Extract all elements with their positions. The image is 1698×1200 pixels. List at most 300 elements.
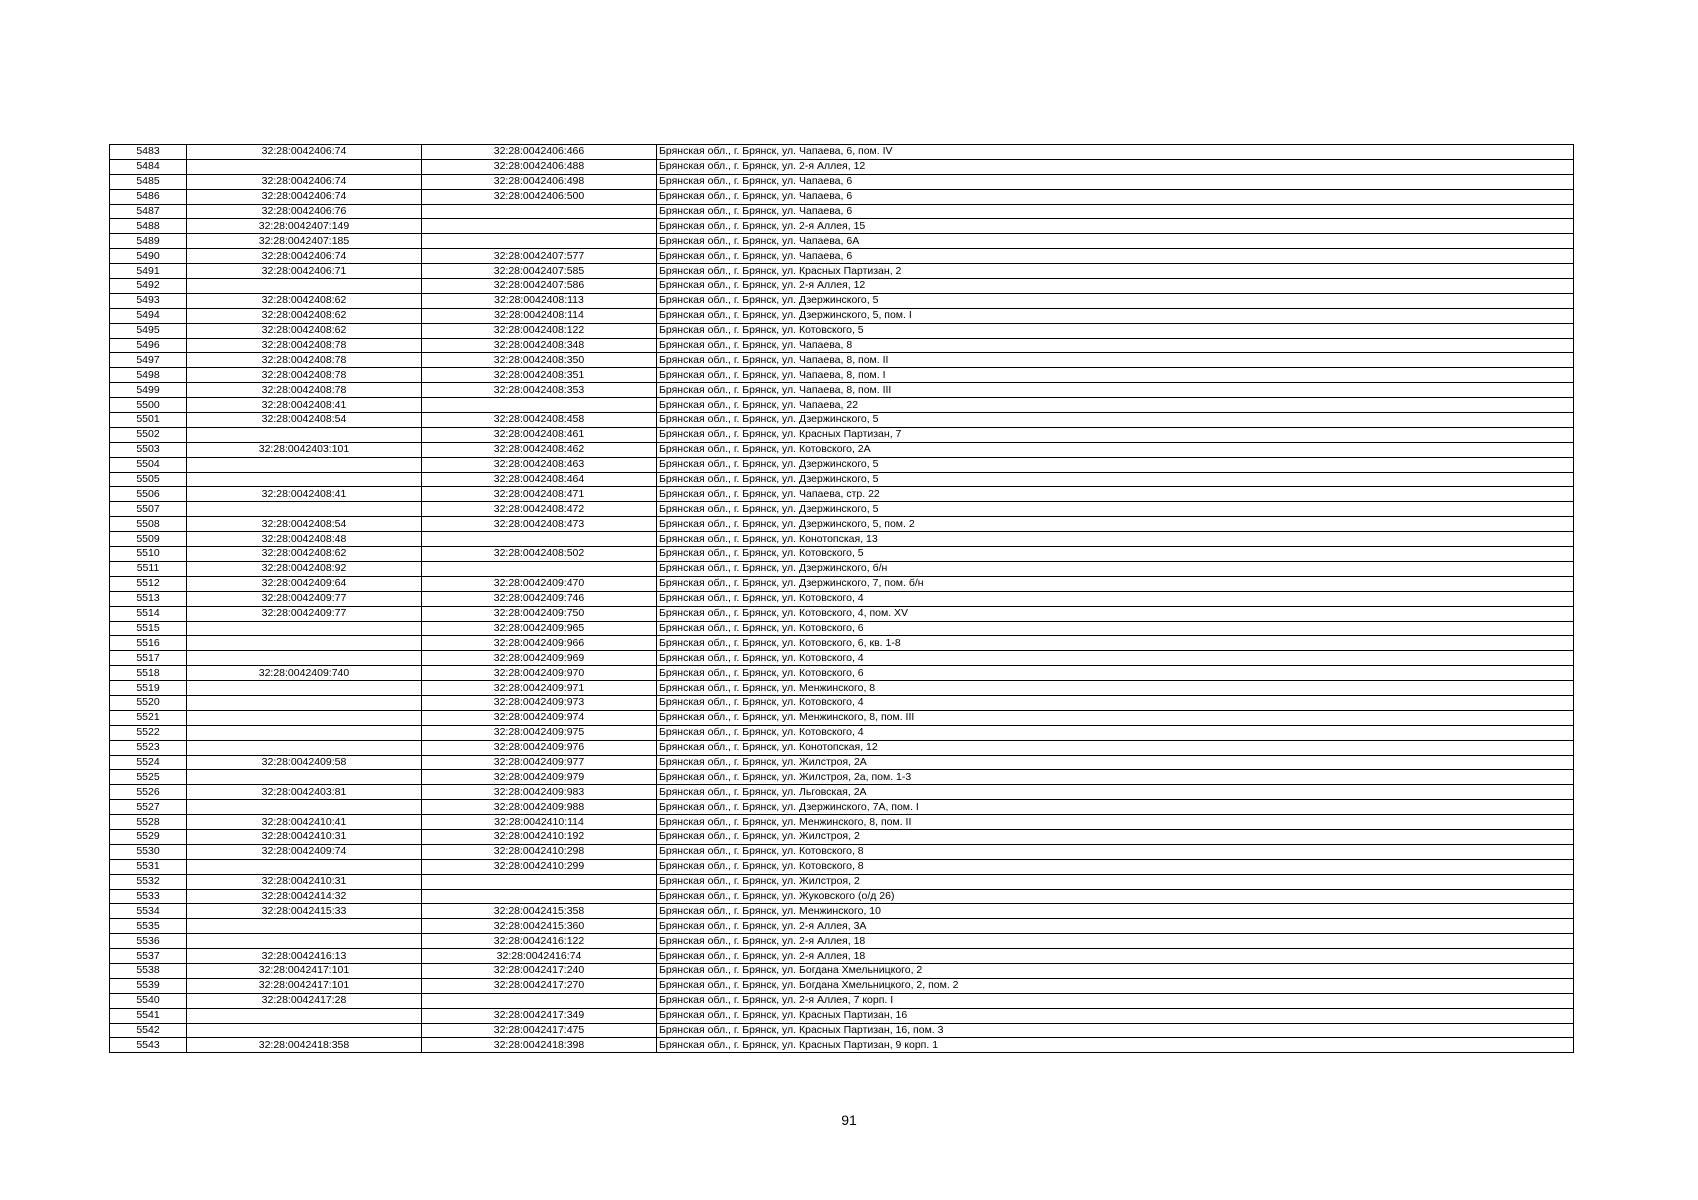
cadastral-number-cell: 32:28:0042410:41 <box>187 815 422 830</box>
object-cadastral-number-cell: 32:28:0042406:500 <box>422 189 657 204</box>
row-number-cell: 5542 <box>110 1023 187 1038</box>
table-row <box>110 800 1574 815</box>
address-cell: Брянская обл., г. Брянск, ул. Жуковского (о/д 26) <box>657 889 1574 904</box>
row-number-cell: 5516 <box>110 636 187 651</box>
cadastral-number-cell <box>187 1008 422 1023</box>
row-number-cell: 5525 <box>110 770 187 785</box>
table-row <box>110 606 1574 621</box>
table-row <box>110 323 1574 338</box>
table-row <box>110 949 1574 964</box>
table-row <box>110 383 1574 398</box>
row-number-cell: 5492 <box>110 279 187 294</box>
object-cadastral-number-cell <box>422 993 657 1008</box>
row-number-cell: 5513 <box>110 591 187 606</box>
cadastral-number-cell: 32:28:0042409:77 <box>187 606 422 621</box>
object-cadastral-number-cell: 32:28:0042408:351 <box>422 368 657 383</box>
address-cell: Брянская обл., г. Брянск, ул. Красных Партизан, 16 <box>657 1008 1574 1023</box>
address-cell: Брянская обл., г. Брянск, ул. Жилстроя, 2А <box>657 755 1574 770</box>
address-cell: Брянская обл., г. Брянск, ул. Дзержинского, 5, пом. I <box>657 308 1574 323</box>
object-cadastral-number-cell: 32:28:0042407:577 <box>422 249 657 264</box>
object-cadastral-number-cell <box>422 532 657 547</box>
row-number-cell: 5519 <box>110 681 187 696</box>
table-row <box>110 651 1574 666</box>
table-row <box>110 904 1574 919</box>
address-cell: Брянская обл., г. Брянск, ул. Чапаева, 6 <box>657 174 1574 189</box>
object-cadastral-number-cell: 32:28:0042408:114 <box>422 308 657 323</box>
address-cell: Брянская обл., г. Брянск, ул. Дзержинского, 5 <box>657 472 1574 487</box>
address-cell: Брянская обл., г. Брянск, ул. Чапаева, 6 <box>657 189 1574 204</box>
address-cell: Брянская обл., г. Брянск, ул. 2-я Аллея, 15 <box>657 219 1574 234</box>
object-cadastral-number-cell <box>422 561 657 576</box>
table-row <box>110 159 1574 174</box>
table-row <box>110 487 1574 502</box>
object-cadastral-number-cell: 32:28:0042408:348 <box>422 338 657 353</box>
row-number-cell: 5537 <box>110 949 187 964</box>
address-cell: Брянская обл., г. Брянск, ул. Котовского, 4 <box>657 725 1574 740</box>
row-number-cell: 5523 <box>110 740 187 755</box>
cadastral-number-cell: 32:28:0042417:28 <box>187 993 422 1008</box>
row-number-cell: 5504 <box>110 457 187 472</box>
table-row <box>110 919 1574 934</box>
object-cadastral-number-cell: 32:28:0042408:462 <box>422 442 657 457</box>
table-row <box>110 174 1574 189</box>
table-row <box>110 934 1574 949</box>
object-cadastral-number-cell: 32:28:0042409:979 <box>422 770 657 785</box>
cadastral-number-cell: 32:28:0042406:71 <box>187 264 422 279</box>
table-row <box>110 547 1574 562</box>
row-number-cell: 5495 <box>110 323 187 338</box>
table-row <box>110 517 1574 532</box>
row-number-cell: 5494 <box>110 308 187 323</box>
object-cadastral-number-cell: 32:28:0042417:240 <box>422 963 657 978</box>
row-number-cell: 5536 <box>110 934 187 949</box>
cadastral-number-cell <box>187 800 422 815</box>
object-cadastral-number-cell: 32:28:0042410:299 <box>422 859 657 874</box>
object-cadastral-number-cell: 32:28:0042408:473 <box>422 517 657 532</box>
row-number-cell: 5507 <box>110 502 187 517</box>
table-row <box>110 472 1574 487</box>
table-row <box>110 1008 1574 1023</box>
cadastral-number-cell <box>187 859 422 874</box>
row-number-cell: 5508 <box>110 517 187 532</box>
row-number-cell: 5538 <box>110 963 187 978</box>
address-cell: Брянская обл., г. Брянск, ул. Чапаева, 6 <box>657 249 1574 264</box>
address-cell: Брянская обл., г. Брянск, ул. Льговская, 2А <box>657 785 1574 800</box>
object-cadastral-number-cell: 32:28:0042409:976 <box>422 740 657 755</box>
cadastral-number-cell: 32:28:0042406:74 <box>187 174 422 189</box>
cadastral-number-cell <box>187 695 422 710</box>
cadastral-number-cell: 32:28:0042409:64 <box>187 576 422 591</box>
address-cell: Брянская обл., г. Брянск, ул. Котовского, 6 <box>657 666 1574 681</box>
row-number-cell: 5499 <box>110 383 187 398</box>
cadastral-number-cell: 32:28:0042410:31 <box>187 874 422 889</box>
table-row <box>110 755 1574 770</box>
address-cell: Брянская обл., г. Брянск, ул. 2-я Аллея, 12 <box>657 279 1574 294</box>
row-number-cell: 5496 <box>110 338 187 353</box>
cadastral-number-cell: 32:28:0042408:92 <box>187 561 422 576</box>
address-cell: Брянская обл., г. Брянск, ул. Котовского, 8 <box>657 844 1574 859</box>
row-number-cell: 5515 <box>110 621 187 636</box>
address-cell: Брянская обл., г. Брянск, ул. Котовского, 4 <box>657 651 1574 666</box>
row-number-cell: 5531 <box>110 859 187 874</box>
address-cell: Брянская обл., г. Брянск, ул. Чапаева, 8 <box>657 338 1574 353</box>
cadastral-number-cell <box>187 740 422 755</box>
object-cadastral-number-cell: 32:28:0042407:585 <box>422 264 657 279</box>
address-cell: Брянская обл., г. Брянск, ул. Жилстроя, 2а, пом. 1-3 <box>657 770 1574 785</box>
table-row <box>110 785 1574 800</box>
cadastral-number-cell: 32:28:0042408:62 <box>187 547 422 562</box>
object-cadastral-number-cell: 32:28:0042409:977 <box>422 755 657 770</box>
table-row <box>110 219 1574 234</box>
cadastral-number-cell <box>187 621 422 636</box>
cadastral-number-cell: 32:28:0042408:41 <box>187 487 422 502</box>
address-cell: Брянская обл., г. Брянск, ул. Дзержинского, 5 <box>657 293 1574 308</box>
object-cadastral-number-cell: 32:28:0042417:349 <box>422 1008 657 1023</box>
object-cadastral-number-cell: 32:28:0042409:965 <box>422 621 657 636</box>
row-number-cell: 5527 <box>110 800 187 815</box>
cadastral-number-cell <box>187 710 422 725</box>
table-row <box>110 145 1574 160</box>
cadastral-number-cell <box>187 159 422 174</box>
cadastral-number-cell: 32:28:0042403:81 <box>187 785 422 800</box>
object-cadastral-number-cell <box>422 234 657 249</box>
row-number-cell: 5540 <box>110 993 187 1008</box>
row-number-cell: 5539 <box>110 978 187 993</box>
object-cadastral-number-cell <box>422 219 657 234</box>
cadastral-number-cell: 32:28:0042406:76 <box>187 204 422 219</box>
property-table <box>109 144 1574 1053</box>
object-cadastral-number-cell: 32:28:0042408:464 <box>422 472 657 487</box>
row-number-cell: 5529 <box>110 829 187 844</box>
row-number-cell: 5502 <box>110 427 187 442</box>
table-row <box>110 666 1574 681</box>
row-number-cell: 5521 <box>110 710 187 725</box>
address-cell: Брянская обл., г. Брянск, ул. Менжинского, 10 <box>657 904 1574 919</box>
address-cell: Брянская обл., г. Брянск, ул. 2-я Аллея, 3А <box>657 919 1574 934</box>
row-number-cell: 5511 <box>110 561 187 576</box>
address-cell: Брянская обл., г. Брянск, ул. Котовского, 4 <box>657 591 1574 606</box>
row-number-cell: 5487 <box>110 204 187 219</box>
object-cadastral-number-cell: 32:28:0042417:270 <box>422 978 657 993</box>
table-row <box>110 725 1574 740</box>
row-number-cell: 5510 <box>110 547 187 562</box>
table-row <box>110 993 1574 1008</box>
cadastral-number-cell: 32:28:0042409:740 <box>187 666 422 681</box>
row-number-cell: 5498 <box>110 368 187 383</box>
table-row <box>110 681 1574 696</box>
row-number-cell: 5500 <box>110 398 187 413</box>
address-cell: Брянская обл., г. Брянск, ул. Красных Партизан, 2 <box>657 264 1574 279</box>
object-cadastral-number-cell: 32:28:0042409:974 <box>422 710 657 725</box>
cadastral-number-cell: 32:28:0042408:41 <box>187 398 422 413</box>
row-number-cell: 5532 <box>110 874 187 889</box>
cadastral-number-cell: 32:28:0042408:78 <box>187 383 422 398</box>
address-cell: Брянская обл., г. Брянск, ул. Менжинского, 8, пом. II <box>657 815 1574 830</box>
table-row <box>110 234 1574 249</box>
cadastral-number-cell: 32:28:0042415:33 <box>187 904 422 919</box>
table-row <box>110 591 1574 606</box>
table-row <box>110 189 1574 204</box>
object-cadastral-number-cell: 32:28:0042410:192 <box>422 829 657 844</box>
object-cadastral-number-cell: 32:28:0042406:498 <box>422 174 657 189</box>
cadastral-number-cell <box>187 934 422 949</box>
address-cell: Брянская обл., г. Брянск, ул. 2-я Аллея, 12 <box>657 159 1574 174</box>
address-cell: Брянская обл., г. Брянск, ул. Котовского, 5 <box>657 323 1574 338</box>
table-row <box>110 532 1574 547</box>
address-cell: Брянская обл., г. Брянск, ул. 2-я Аллея, 18 <box>657 949 1574 964</box>
row-number-cell: 5512 <box>110 576 187 591</box>
address-cell: Брянская обл., г. Брянск, ул. Котовского, 5 <box>657 547 1574 562</box>
cadastral-number-cell <box>187 919 422 934</box>
object-cadastral-number-cell: 32:28:0042409:973 <box>422 695 657 710</box>
address-cell: Брянская обл., г. Брянск, ул. Жилстроя, 2 <box>657 829 1574 844</box>
row-number-cell: 5497 <box>110 353 187 368</box>
table-row <box>110 204 1574 219</box>
table-row <box>110 427 1574 442</box>
object-cadastral-number-cell: 32:28:0042416:74 <box>422 949 657 964</box>
object-cadastral-number-cell: 32:28:0042415:360 <box>422 919 657 934</box>
cadastral-number-cell <box>187 770 422 785</box>
object-cadastral-number-cell: 32:28:0042416:122 <box>422 934 657 949</box>
cadastral-number-cell: 32:28:0042408:54 <box>187 517 422 532</box>
table-row <box>110 279 1574 294</box>
table-row <box>110 413 1574 428</box>
object-cadastral-number-cell: 32:28:0042409:988 <box>422 800 657 815</box>
table-row <box>110 576 1574 591</box>
cadastral-number-cell: 32:28:0042406:74 <box>187 145 422 160</box>
address-cell: Брянская обл., г. Брянск, ул. Котовского, 4, пом. XV <box>657 606 1574 621</box>
cadastral-number-cell: 32:28:0042408:62 <box>187 323 422 338</box>
object-cadastral-number-cell: 32:28:0042408:113 <box>422 293 657 308</box>
row-number-cell: 5541 <box>110 1008 187 1023</box>
object-cadastral-number-cell: 32:28:0042417:475 <box>422 1023 657 1038</box>
cadastral-number-cell: 32:28:0042406:74 <box>187 249 422 264</box>
row-number-cell: 5493 <box>110 293 187 308</box>
object-cadastral-number-cell: 32:28:0042409:966 <box>422 636 657 651</box>
object-cadastral-number-cell: 32:28:0042408:458 <box>422 413 657 428</box>
cadastral-number-cell: 32:28:0042408:78 <box>187 338 422 353</box>
page-number: 91 <box>841 1112 857 1128</box>
table-row <box>110 844 1574 859</box>
cadastral-number-cell <box>187 457 422 472</box>
table-row <box>110 249 1574 264</box>
row-number-cell: 5526 <box>110 785 187 800</box>
row-number-cell: 5518 <box>110 666 187 681</box>
row-number-cell: 5543 <box>110 1038 187 1053</box>
cadastral-number-cell: 32:28:0042403:101 <box>187 442 422 457</box>
cadastral-number-cell: 32:28:0042408:54 <box>187 413 422 428</box>
cadastral-number-cell: 32:28:0042417:101 <box>187 963 422 978</box>
object-cadastral-number-cell: 32:28:0042408:350 <box>422 353 657 368</box>
object-cadastral-number-cell: 32:28:0042409:746 <box>422 591 657 606</box>
object-cadastral-number-cell: 32:28:0042408:471 <box>422 487 657 502</box>
address-cell: Брянская обл., г. Брянск, ул. Менжинского, 8 <box>657 681 1574 696</box>
address-cell: Брянская обл., г. Брянск, ул. Менжинского, 8, пом. III <box>657 710 1574 725</box>
table-row <box>110 308 1574 323</box>
cadastral-number-cell <box>187 636 422 651</box>
cadastral-number-cell: 32:28:0042408:62 <box>187 308 422 323</box>
address-cell: Брянская обл., г. Брянск, ул. Красных Партизан, 16, пом. 3 <box>657 1023 1574 1038</box>
object-cadastral-number-cell: 32:28:0042418:398 <box>422 1038 657 1053</box>
row-number-cell: 5501 <box>110 413 187 428</box>
object-cadastral-number-cell: 32:28:0042406:488 <box>422 159 657 174</box>
object-cadastral-number-cell: 32:28:0042409:470 <box>422 576 657 591</box>
row-number-cell: 5484 <box>110 159 187 174</box>
row-number-cell: 5528 <box>110 815 187 830</box>
cadastral-number-cell <box>187 502 422 517</box>
row-number-cell: 5488 <box>110 219 187 234</box>
address-cell: Брянская обл., г. Брянск, ул. Конотопская, 13 <box>657 532 1574 547</box>
address-cell: Брянская обл., г. Брянск, ул. Дзержинского, 5 <box>657 413 1574 428</box>
address-cell: Брянская обл., г. Брянск, ул. Красных Партизан, 7 <box>657 427 1574 442</box>
object-cadastral-number-cell: 32:28:0042409:975 <box>422 725 657 740</box>
row-number-cell: 5483 <box>110 145 187 160</box>
object-cadastral-number-cell: 32:28:0042409:983 <box>422 785 657 800</box>
address-cell: Брянская обл., г. Брянск, ул. Чапаева, стр. 22 <box>657 487 1574 502</box>
object-cadastral-number-cell: 32:28:0042409:750 <box>422 606 657 621</box>
row-number-cell: 5509 <box>110 532 187 547</box>
address-cell: Брянская обл., г. Брянск, ул. Дзержинского, 5 <box>657 502 1574 517</box>
address-cell: Брянская обл., г. Брянск, ул. Котовского, 6, кв. 1-8 <box>657 636 1574 651</box>
cadastral-number-cell <box>187 681 422 696</box>
address-cell: Брянская обл., г. Брянск, ул. Чапаева, 6А <box>657 234 1574 249</box>
address-cell: Брянская обл., г. Брянск, ул. Дзержинского, 5 <box>657 457 1574 472</box>
address-cell: Брянская обл., г. Брянск, ул. Жилстроя, 2 <box>657 874 1574 889</box>
object-cadastral-number-cell: 32:28:0042408:461 <box>422 427 657 442</box>
table-row <box>110 457 1574 472</box>
row-number-cell: 5514 <box>110 606 187 621</box>
cadastral-number-cell: 32:28:0042416:13 <box>187 949 422 964</box>
cadastral-number-cell <box>187 472 422 487</box>
address-cell: Брянская обл., г. Брянск, ул. Котовского, 4 <box>657 695 1574 710</box>
table-row <box>110 874 1574 889</box>
object-cadastral-number-cell: 32:28:0042409:969 <box>422 651 657 666</box>
address-cell: Брянская обл., г. Брянск, ул. Красных Партизан, 9 корп. 1 <box>657 1038 1574 1053</box>
address-cell: Брянская обл., г. Брянск, ул. Чапаева, 8, пом. III <box>657 383 1574 398</box>
object-cadastral-number-cell <box>422 204 657 219</box>
address-cell: Брянская обл., г. Брянск, ул. Богдана Хмельницкого, 2, пом. 2 <box>657 978 1574 993</box>
table-row <box>110 695 1574 710</box>
cadastral-number-cell: 32:28:0042409:74 <box>187 844 422 859</box>
cadastral-number-cell: 32:28:0042409:77 <box>187 591 422 606</box>
row-number-cell: 5530 <box>110 844 187 859</box>
cadastral-number-cell <box>187 427 422 442</box>
table-row <box>110 770 1574 785</box>
object-cadastral-number-cell: 32:28:0042408:122 <box>422 323 657 338</box>
object-cadastral-number-cell: 32:28:0042410:114 <box>422 815 657 830</box>
object-cadastral-number-cell: 32:28:0042406:466 <box>422 145 657 160</box>
table-row <box>110 963 1574 978</box>
row-number-cell: 5489 <box>110 234 187 249</box>
row-number-cell: 5490 <box>110 249 187 264</box>
row-number-cell: 5517 <box>110 651 187 666</box>
table-row <box>110 293 1574 308</box>
cadastral-number-cell: 32:28:0042417:101 <box>187 978 422 993</box>
table-row <box>110 621 1574 636</box>
table-row <box>110 442 1574 457</box>
address-cell: Брянская обл., г. Брянск, ул. 2-я Аллея, 7 корп. I <box>657 993 1574 1008</box>
cadastral-number-cell: 32:28:0042410:31 <box>187 829 422 844</box>
row-number-cell: 5534 <box>110 904 187 919</box>
cadastral-number-cell: 32:28:0042407:149 <box>187 219 422 234</box>
table-row <box>110 978 1574 993</box>
address-cell: Брянская обл., г. Брянск, ул. Чапаева, 6 <box>657 204 1574 219</box>
row-number-cell: 5506 <box>110 487 187 502</box>
row-number-cell: 5522 <box>110 725 187 740</box>
row-number-cell: 5520 <box>110 695 187 710</box>
address-cell: Брянская обл., г. Брянск, ул. Дзержинского, б/н <box>657 561 1574 576</box>
cadastral-number-cell <box>187 1023 422 1038</box>
object-cadastral-number-cell: 32:28:0042408:353 <box>422 383 657 398</box>
cadastral-number-cell: 32:28:0042409:58 <box>187 755 422 770</box>
row-number-cell: 5535 <box>110 919 187 934</box>
address-cell: Брянская обл., г. Брянск, ул. Чапаева, 22 <box>657 398 1574 413</box>
row-number-cell: 5485 <box>110 174 187 189</box>
table-row <box>110 1023 1574 1038</box>
object-cadastral-number-cell: 32:28:0042410:298 <box>422 844 657 859</box>
table-row <box>110 502 1574 517</box>
table-row <box>110 889 1574 904</box>
cadastral-number-cell: 32:28:0042406:74 <box>187 189 422 204</box>
row-number-cell: 5505 <box>110 472 187 487</box>
address-cell: Брянская обл., г. Брянск, ул. Чапаева, 8, пом. I <box>657 368 1574 383</box>
object-cadastral-number-cell: 32:28:0042409:970 <box>422 666 657 681</box>
row-number-cell: 5491 <box>110 264 187 279</box>
object-cadastral-number-cell <box>422 889 657 904</box>
address-cell: Брянская обл., г. Брянск, ул. Конотопская, 12 <box>657 740 1574 755</box>
object-cadastral-number-cell: 32:28:0042409:971 <box>422 681 657 696</box>
address-cell: Брянская обл., г. Брянск, ул. Дзержинского, 7А, пом. I <box>657 800 1574 815</box>
cadastral-number-cell: 32:28:0042408:62 <box>187 293 422 308</box>
address-cell: Брянская обл., г. Брянск, ул. Чапаева, 6, пом. IV <box>657 145 1574 160</box>
cadastral-number-cell <box>187 651 422 666</box>
row-number-cell: 5524 <box>110 755 187 770</box>
row-number-cell: 5486 <box>110 189 187 204</box>
row-number-cell: 5533 <box>110 889 187 904</box>
table-row <box>110 353 1574 368</box>
cadastral-number-cell: 32:28:0042407:185 <box>187 234 422 249</box>
object-cadastral-number-cell: 32:28:0042407:586 <box>422 279 657 294</box>
object-cadastral-number-cell: 32:28:0042408:502 <box>422 547 657 562</box>
cadastral-number-cell: 32:28:0042408:78 <box>187 368 422 383</box>
object-cadastral-number-cell: 32:28:0042408:472 <box>422 502 657 517</box>
table-row <box>110 1038 1574 1053</box>
address-cell: Брянская обл., г. Брянск, ул. Дзержинского, 5, пом. 2 <box>657 517 1574 532</box>
object-cadastral-number-cell <box>422 398 657 413</box>
row-number-cell: 5503 <box>110 442 187 457</box>
address-cell: Брянская обл., г. Брянск, ул. Котовского, 2А <box>657 442 1574 457</box>
address-cell: Брянская обл., г. Брянск, ул. Чапаева, 8, пом. II <box>657 353 1574 368</box>
address-cell: Брянская обл., г. Брянск, ул. 2-я Аллея, 18 <box>657 934 1574 949</box>
object-cadastral-number-cell: 32:28:0042415:358 <box>422 904 657 919</box>
cadastral-number-cell: 32:28:0042418:358 <box>187 1038 422 1053</box>
property-table-body <box>110 145 1574 1053</box>
table-row <box>110 859 1574 874</box>
cadastral-number-cell: 32:28:0042414:32 <box>187 889 422 904</box>
address-cell: Брянская обл., г. Брянск, ул. Богдана Хмельницкого, 2 <box>657 963 1574 978</box>
cadastral-number-cell: 32:28:0042408:48 <box>187 532 422 547</box>
address-cell: Брянская обл., г. Брянск, ул. Дзержинского, 7, пом. б/н <box>657 576 1574 591</box>
object-cadastral-number-cell <box>422 874 657 889</box>
table-row <box>110 815 1574 830</box>
object-cadastral-number-cell: 32:28:0042408:463 <box>422 457 657 472</box>
table-row <box>110 636 1574 651</box>
table-row <box>110 368 1574 383</box>
table-row <box>110 398 1574 413</box>
cadastral-number-cell: 32:28:0042408:78 <box>187 353 422 368</box>
table-row <box>110 710 1574 725</box>
table-row <box>110 264 1574 279</box>
